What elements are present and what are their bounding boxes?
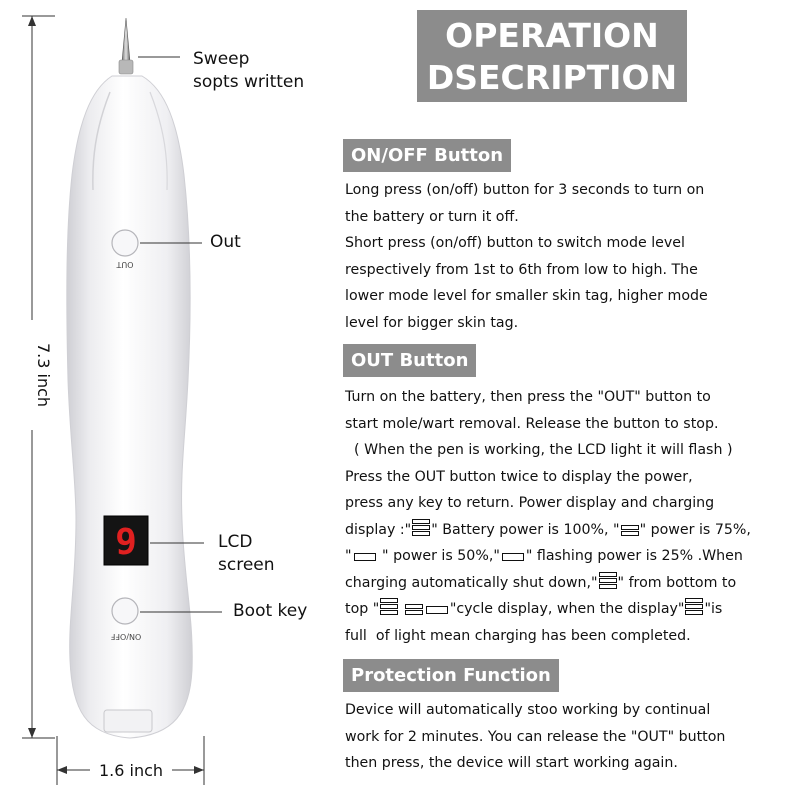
callout-boot: Boot key [233,601,308,621]
out-button-print: OUT [116,260,134,269]
text-frag: "cycle display, when the display" [449,601,685,617]
text-frag: " Battery power is 100%, " [431,521,620,538]
battery-one-bar-icon [426,606,448,614]
battery-flashing-icon [502,553,524,561]
page-title-text: OPERATION DSECRIPTION [426,16,678,97]
onoff-button[interactable] [112,598,138,624]
text-line: Device will automatically stoo working by continual [345,702,711,718]
section-header-out: OUT Button [343,344,476,377]
text-line-charging [345,570,795,597]
onoff-button-print: ON/OFF [110,632,142,641]
pen-drawing [0,0,330,800]
battery-full-icon [685,598,703,616]
battery-two-bars-icon [621,525,639,537]
text-line: respectively from 1st to 6th from low to high. The [345,261,698,278]
lcd-screen [104,516,148,565]
text-line: Short press (on/off) button to switch mode level [345,235,685,251]
text-frag: " power is 50%," [377,548,500,564]
page-title [417,10,687,102]
text-line-cycle [345,596,795,623]
text-line: lower mode level for smaller skin tag, higher mode [345,288,708,304]
battery-two-bars-icon [405,604,423,616]
callout-lcd: LCD screen [218,532,275,575]
text-frag: " from bottom to [617,574,737,591]
text-frag: top " [345,601,380,617]
product-illustration [0,0,330,800]
text-line-battery-50-25 [345,543,795,570]
text-line: Long press (on/off) button for 3 seconds to turn on [345,182,705,198]
battery-one-bar-icon [354,553,376,561]
text-line: start mole/wart removal. Release the button to stop. [345,415,719,432]
text-frag: charging automatically shut down," [345,574,598,591]
text-line: work for 2 minutes. You can release the "OUT" button [345,728,726,745]
text-frag: "is [704,601,723,617]
out-button[interactable] [112,230,138,256]
battery-full-icon [599,572,617,590]
text-line: then press, the device will start working again. [345,755,678,771]
callout-sweep: Sweep sopts written [193,49,305,92]
battery-full-icon [412,519,430,537]
lcd-digit: 6 [115,519,137,560]
text-line: full of light mean charging has been completed. [345,627,691,644]
section-body-out [345,384,795,649]
callout-out: Out [210,232,241,252]
text-line: press any key to return. Power display and charging [345,495,715,511]
text-line-battery-100-75 [345,517,795,544]
width-label: 1.6 inch [98,761,164,780]
battery-full-icon [380,598,398,616]
needle-tip [119,18,133,74]
text-frag: " [345,548,352,564]
text-frag: " flashing power is 25% .When [525,548,743,564]
section-header-protection: Protection Function [343,659,559,692]
text-line: the battery or turn it off. [345,208,519,225]
text-line: Turn on the battery, then press the "OUT" button to [345,389,711,405]
text-frag: display :" [345,521,412,538]
text-frag: " power is 75%, [639,521,751,538]
text-line: Press the OUT button twice to display the power, [345,468,693,485]
text-line: level for bigger skin tag. [345,314,519,331]
text-line: ( When the pen is working, the LCD light it will flash ) [345,442,733,458]
section-body-onoff [345,177,795,336]
section-header-onoff: ON/OFF Button [343,139,511,172]
height-label: 7.3 inch [34,342,53,408]
section-body-protection [345,697,795,777]
